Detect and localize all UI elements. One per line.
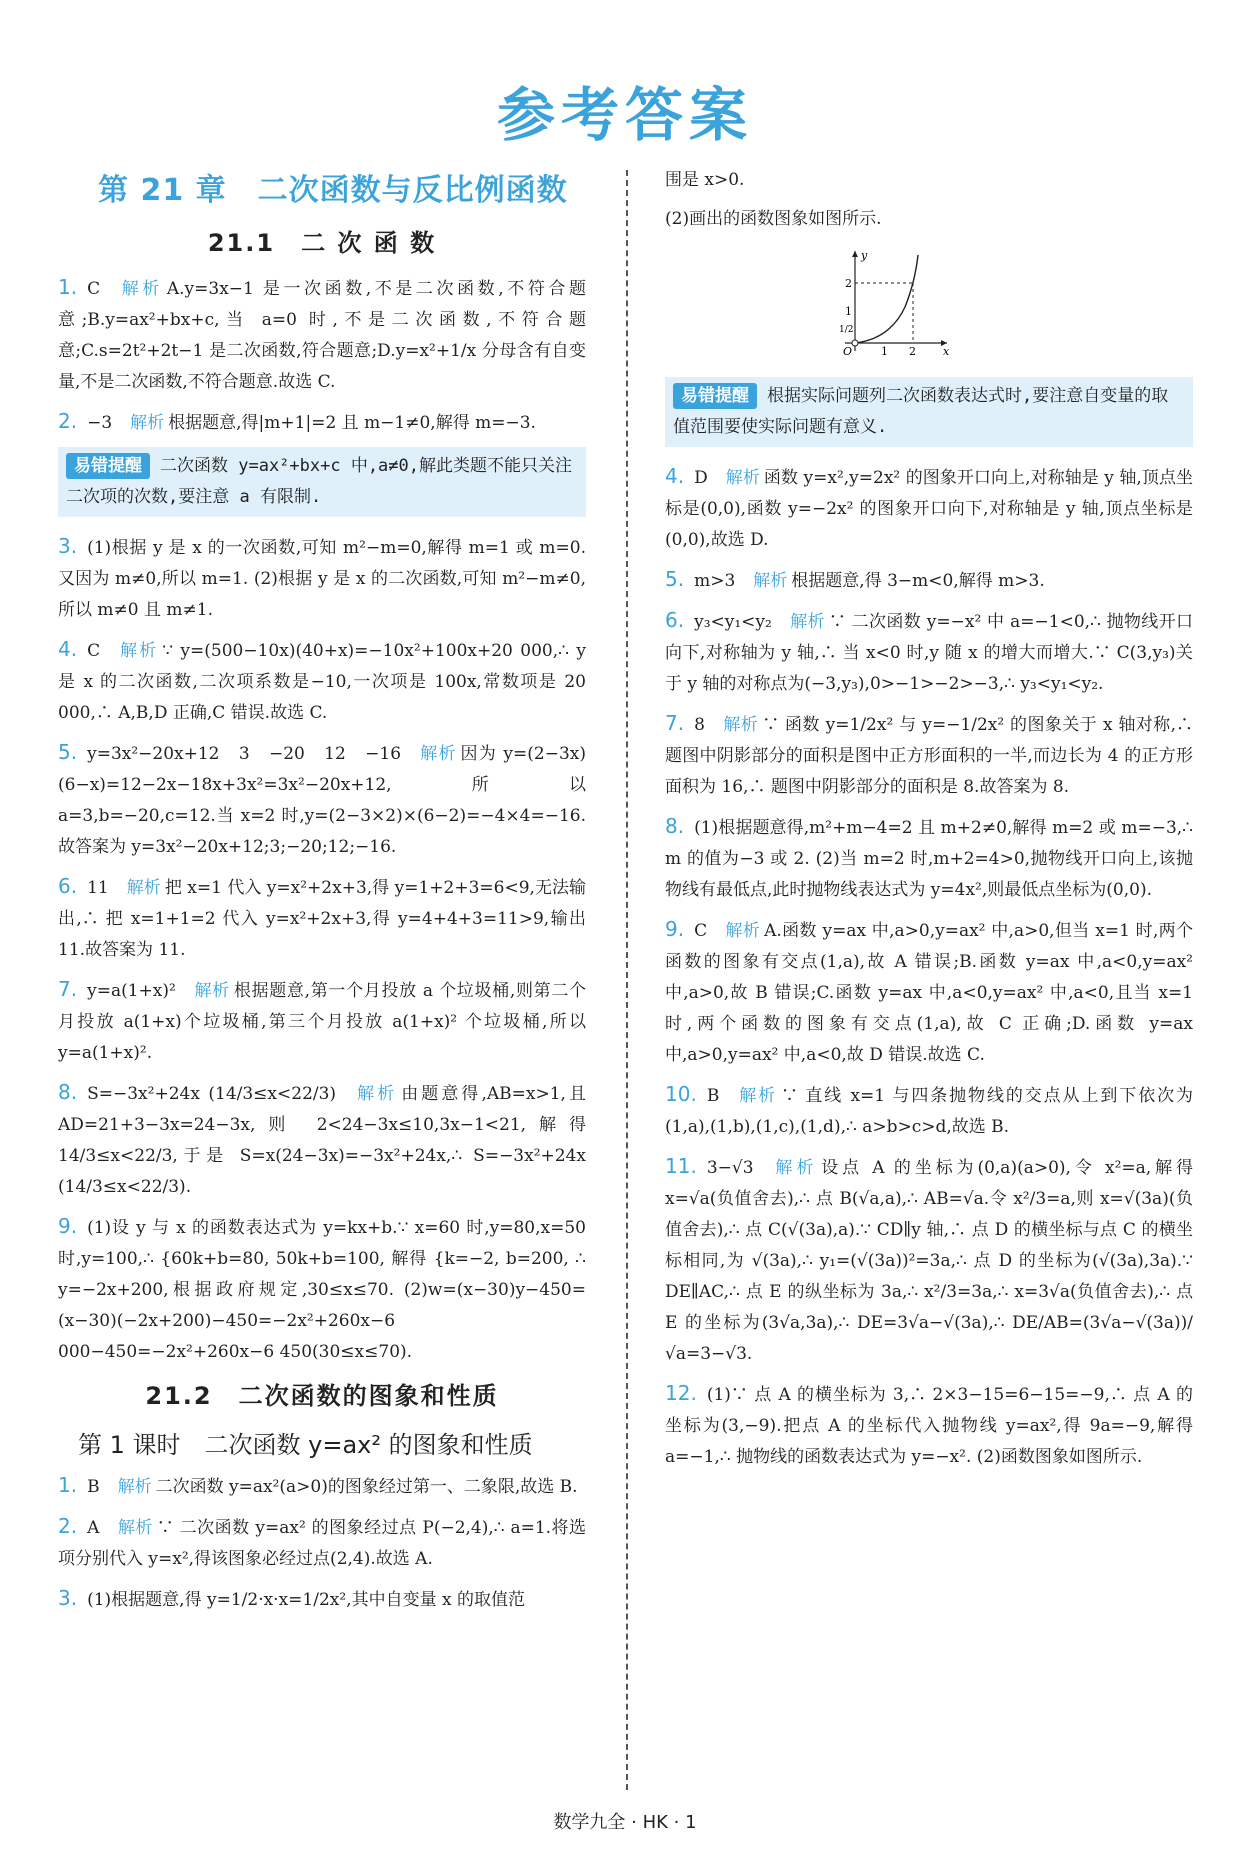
answer-item (58, 1470, 586, 1503)
section-heading-21-1: 21.1 二 次 函 数 (207, 229, 437, 257)
tip-text-2: 根据实际问题列二次函数表达式时,要注意自变量的取值范围要使实际问题有意义. (673, 386, 1169, 437)
answer-item (665, 1378, 1193, 1473)
analysis-label: 解析 (737, 1086, 778, 1106)
answer: y₃<y₁<y₂ (694, 612, 772, 632)
answer-item (665, 1151, 1193, 1370)
tip-label: 易错提醒 (66, 453, 150, 479)
item-number: 4. (665, 464, 685, 488)
continuation-text: 围是 x>0. (665, 170, 745, 190)
continuation-text-2: (2)画出的函数图象如图所示. (665, 209, 882, 229)
analysis-label: 解析 (193, 981, 230, 1001)
page-title: 参考答案 (496, 81, 753, 149)
error-tip-box (58, 447, 586, 517)
analysis-label: 解析 (130, 413, 165, 433)
answer: B (706, 1086, 720, 1106)
answers-block-3 (58, 1470, 586, 1616)
answer-item (58, 1511, 586, 1575)
answer-text: 二次函数 y=ax²(a>0)的图象经过第一、二象限,故选 B. (155, 1477, 578, 1497)
answer-text: 函数 y=x²,y=2x² 的图象开口向上,对称轴是 y 轴,顶点坐标是(0,0),函数 y=−2x² 的图象开口向下,对称轴是 y 轴,顶点坐标是(0,0),故选 D. (665, 468, 1194, 550)
item-number: 9. (665, 917, 685, 941)
answer-item (665, 564, 1193, 597)
item-number: 10. (665, 1082, 697, 1106)
analysis-label: 解析 (725, 921, 761, 941)
analysis-label: 解析 (117, 1477, 152, 1497)
answer: A (87, 1518, 100, 1538)
answer-item (58, 1211, 586, 1368)
answer-text: ∵ 二次函数 y=ax² 的图象经过点 P(−2,4),∴ a=1.将选项分别代入 y=x²,得该图象必经过点(2,4).故选 A. (58, 1518, 586, 1569)
answer-item (665, 811, 1193, 906)
item-number: 11. (665, 1154, 697, 1178)
item-number: 1. (58, 1473, 78, 1497)
analysis-label: 解析 (118, 641, 159, 661)
answer-text: 把 x=1 代入 y=x²+2x+3,得 y=1+2+3=6<9,无法输出,∴ 把 x=1+1=2 代入 y=x²+2x+3,得 y=4+4+3=11>9,输出 11.故答案为 11. (58, 878, 587, 960)
item-number: 3. (58, 534, 78, 558)
item-number: 12. (665, 1381, 697, 1405)
answer-text: A.y=3x−1 是一次函数,不是二次函数,不符合题意;B.y=ax²+bx+c,当 a=0 时,不是二次函数,不符合题意;C.s=2t²+2t−1 是二次函数,符合题意;D.y=x²+1/x 分母含有自变量,不是二次函数,不符合题意.故选 C. (58, 279, 587, 392)
analysis-label: 解析 (118, 279, 163, 299)
answer-text: 设点 A 的坐标为(0,a)(a>0),令 x²=a,解得 x=√a(负值舍去),∴ 点 B(√a,a),∴ AB=√a.令 x²/3=a,则 x=√(3a)(负值舍去),∴ 点 C(√(3a),a).∵ CD∥y 轴,∴ 点 D 的横坐标与点 C 的横坐标相同,为 √(3a),∴ y₁=(√(3a))²=3a,∴ 点 D 的坐标为(√(3a),3a).∵ DE∥AC,∴ 点 E 的纵坐标为 3a,∴ x²/3=3a,∴ x=3√a(负值舍去),∴ 点 E 的坐标为(3√a,3a),∴ DE=3√a−√(3a),∴ DE/AB=(3√a−√(3a))/√a=3−√3. (665, 1158, 1193, 1364)
answer: 3−√3 (706, 1158, 754, 1178)
answer: C (694, 921, 708, 941)
answer-item (58, 406, 586, 439)
answer: y=3x²−20x+12 3 −20 12 −16 (87, 744, 402, 764)
y-tick-1: 1 (845, 305, 852, 318)
y-tick-half: 1/2 (839, 325, 854, 335)
answer-item (58, 634, 586, 729)
answer-text: 由题意得,AB=x>1,且 AD=21+3−3x=24−3x,则 2<24−3x≤10,3x−1<21,解得 14/3≤x<22/3,于是 S=x(24−3x)=−3x²+24x,∴ S=−3x²+24x (14/3≤x<22/3). (58, 1084, 586, 1197)
analysis-label: 解析 (419, 744, 457, 764)
tip-text: 二次函数 y=ax²+bx+c 中,a≠0,解此类题不能只关注二次项的次数,要注意 a 有限制. (66, 456, 572, 507)
answer-item (58, 1077, 586, 1203)
answer-text: (1)∵ 点 A 的横坐标为 3,∴ 2×3−15=6−15=−9,∴ 点 A 的坐标为(3,−9).把点 A 的坐标代入抛物线 y=ax²,得 9a=−9,解得 a=−1,∴ 抛物线的函数表达式为 y=−x². (2)函数图象如图所示. (665, 1385, 1193, 1467)
answers-block-1 (58, 272, 586, 439)
item-number: 5. (58, 740, 78, 764)
answer-item (665, 914, 1193, 1071)
item-number: 5. (665, 567, 685, 591)
analysis-label: 解析 (117, 1518, 153, 1538)
analysis-label: 解析 (354, 1084, 398, 1104)
answer: 11 (87, 878, 109, 898)
item-number: 7. (665, 711, 685, 735)
answer-item (58, 272, 586, 398)
answer: D (694, 468, 708, 488)
answer-text: ∵ 函数 y=1/2x² 与 y=−1/2x² 的图象关于 x 轴对称,∴ 题图中阴影部分的面积是图中正方形面积的一半,而边长为 4 的正方形面积为 16,∴ 题图中阴影部分的面积是 8.故答案为 8. (665, 715, 1194, 797)
lesson-heading: 第 1 课时 二次函数 y=ax² 的图象和性质 (78, 1431, 533, 1459)
answer-text: 根据题意,第一个月投放 a 个垃圾桶,则第二个月投放 a(1+x)个垃圾桶,第三个月投放 a(1+x)² 个垃圾桶,所以 y=a(1+x)². (58, 981, 587, 1063)
analysis-label: 解析 (126, 878, 161, 898)
answer-text: ∵ 直线 x=1 与四条抛物线的交点从上到下依次为(1,a),(1,b),(1,c),(1,d),∴ a>b>c>d,故选 B. (665, 1086, 1194, 1137)
item-number: 7. (58, 977, 78, 1001)
answer: −3 (87, 413, 113, 433)
tip-label-2: 易错提醒 (673, 383, 757, 409)
answer: m>3 (694, 571, 736, 591)
answer-text: (1)根据题意得,m²+m−4=2 且 m+2≠0,解得 m=2 或 m=−3,∴ m 的值为−3 或 2. (2)当 m=2 时,m+2=4>0,抛物线开口向上,该抛物线有最低点,此时抛物线表达式为 y=4x²,则最低点坐标为(0,0). (665, 818, 1193, 900)
answer-text: (1)根据 y 是 x 的一次函数,可知 m²−m=0,解得 m=1 或 m=0.又因为 m≠0,所以 m=1. (2)根据 y 是 x 的二次函数,可知 m²−m≠0,所以 m≠0 且 m≠1. (58, 538, 586, 620)
answer-item (665, 461, 1193, 556)
origin-label: O (843, 345, 853, 357)
x-tick-1: 1 (881, 345, 888, 357)
analysis-label: 解析 (725, 468, 760, 488)
item-number: 4. (58, 637, 78, 661)
section-heading-21-2: 21.2 二次函数的图象和性质 (145, 1382, 499, 1410)
item-number: 2. (58, 409, 78, 433)
answer-text: 根据题意,得 3−m<0,解得 m>3. (791, 571, 1045, 591)
answer-text: A.函数 y=ax 中,a>0,y=ax² 中,a>0,但当 x=1 时,两个函数的图象有交点(1,a),故 A 错误;B.函数 y=ax 中,a<0,y=ax² 中,a>0,故 B 错误;C.函数 y=ax 中,a<0,y=ax² 中,a<0,且当 x=1 时,两个函数的图象有交点(1,a),故 C 正确;D.函数 y=ax 中,a>0,y=ax² 中,a<0,故 D 错误.故选 C. (665, 921, 1194, 1065)
right-column (665, 165, 1193, 1481)
item-number: 6. (58, 874, 78, 898)
answer-item (58, 974, 586, 1069)
error-tip-box-2 (665, 377, 1193, 447)
answer-text: 因为 y=(2−3x)(6−x)=12−2x−18x+3x²=3x²−20x+12,所以 a=3,b=−20,c=12.当 x=2 时,y=(2−3×2)×(6−2)=−4×4=−16.故答案为 y=3x²−20x+12;3;−20;12;−16. (58, 744, 587, 857)
analysis-label: 解析 (771, 1158, 818, 1178)
answer-item (58, 531, 586, 626)
answer: y=a(1+x)² (87, 981, 176, 1001)
answer-item (665, 605, 1193, 700)
item-number: 3. (58, 1586, 78, 1610)
item-number: 8. (58, 1080, 78, 1104)
answer: C (87, 279, 101, 299)
answer: C (87, 641, 101, 661)
item-number: 9. (58, 1214, 78, 1238)
item-number: 8. (665, 814, 685, 838)
item-number: 1. (58, 275, 78, 299)
page-footer: 数学九全 · HK · 1 (553, 1812, 697, 1833)
analysis-label: 解析 (753, 571, 788, 591)
answer-text: 根据题意,得|m+1|=2 且 m−1≠0,解得 m=−3. (168, 413, 536, 433)
answer-item (665, 1079, 1193, 1143)
analysis-label: 解析 (722, 715, 759, 735)
y-axis-label: y (861, 249, 868, 262)
answer-item (58, 737, 586, 863)
answers-block-right (665, 461, 1193, 1473)
answers-block-2 (58, 531, 586, 1368)
x-axis-label: x (943, 345, 950, 357)
answer-text: ∵ 二次函数 y=−x² 中 a=−1<0,∴ 抛物线开口向下,对称轴为 y 轴,∴ 当 x<0 时,y 随 x 的增大而增大.∵ C(3,y₃)关于 y 轴的对称点为(−3,y₃),0>−1>−2>−3,∴ y₃<y₁<y₂. (665, 612, 1193, 694)
chapter-heading: 第 21 章 二次函数与反比例函数 (98, 173, 568, 208)
item-number: 2. (58, 1514, 78, 1538)
column-divider (626, 170, 628, 1790)
parabola-graph (835, 247, 955, 357)
answer-text: (1)根据题意,得 y=1/2·x·x=1/2x²,其中自变量 x 的取值范 (87, 1590, 525, 1610)
answer-item (58, 871, 586, 966)
analysis-label: 解析 (789, 612, 825, 632)
answer-item (58, 1583, 586, 1616)
answer-text: ∵ y=(500−10x)(40+x)=−10x²+100x+20 000,∴ y 是 x 的二次函数,二次项系数是−10,一次项是 100x,常数项是 20 000,∴ A,B,D 正确,C 错误.故选 C. (58, 641, 586, 723)
answer: S=−3x²+24x (14/3≤x<22/3) (87, 1084, 337, 1104)
answer: 8 (694, 715, 705, 735)
y-tick-2: 2 (845, 277, 852, 290)
answer-text: (1)设 y 与 x 的函数表达式为 y=kx+b.∵ x=60 时,y=80,x=50 时,y=100,∴ {60k+b=80, 50k+b=100, 解得 {k=−2, b=200, ∴ y=−2x+200,根据政府规定,30≤x≤70. (2)w=(x−30)y−450=(x−30)(−2x+200)−450=−2x²+260x−6 000−450=−2x²+260x−6 450(30≤x≤70). (58, 1218, 586, 1362)
answer: B (87, 1477, 100, 1497)
x-tick-2: 2 (909, 345, 916, 357)
item-number: 6. (665, 608, 685, 632)
left-column (58, 165, 586, 1624)
answer-item (665, 708, 1193, 803)
